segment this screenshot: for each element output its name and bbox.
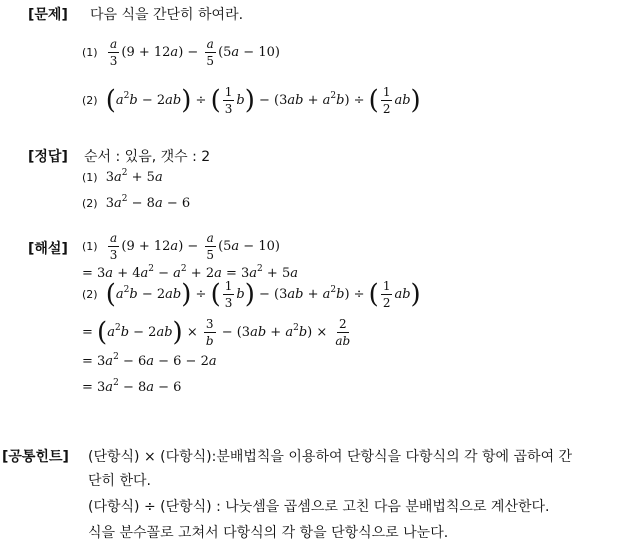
- item-number: (2): [82, 197, 98, 210]
- hint-line-2: 단히 한다.: [88, 473, 151, 489]
- fraction: $\frac{3}{b}$: [205, 317, 214, 348]
- fraction: $\frac{a}{5}$: [206, 231, 215, 262]
- solution-step-5: = $3a^2 - 6a - 6 - 2a$: [82, 352, 217, 369]
- fraction: $\frac{1}{3}$: [224, 85, 233, 116]
- solution-step-1: (1) $\frac{a}{3}$ (9 + 12a) − $\frac{a}{5}$ (5a − 10): [82, 231, 280, 262]
- fraction: $\frac{a}{3}$: [109, 37, 118, 68]
- answer-item-1: (1) $3a^2 + 5a$: [82, 168, 163, 185]
- answer-summary: 순서 : 있음, 갯수 : 2: [84, 149, 211, 165]
- item-number: (2): [82, 288, 98, 301]
- solution-step-4: = $(a^2b - 2ab)$ × $\frac{3}{b}$ − $(3ab + a^2b)$ × $\frac{2}{ab}$: [82, 317, 351, 348]
- hint-line-4: 식을 분수꼴로 고쳐서 다항식의 각 항을 단항식으로 나눈다.: [88, 525, 449, 541]
- problem-instruction: 다음 식을 간단히 하여라.: [90, 7, 244, 23]
- solution-step-2: = $3a + 4a^2 - a^2 + 2a = 3a^2 + 5a$: [82, 264, 298, 281]
- solution-step-6: = $3a^2 - 8a - 6$: [82, 378, 182, 395]
- fraction: $\frac{a}{3}$: [109, 231, 118, 262]
- answer-item-2: (2) $3a^2 - 8a - 6$: [82, 194, 191, 211]
- item-number: (2): [82, 94, 98, 107]
- fraction: $\frac{1}{2}$: [382, 85, 391, 116]
- fraction: $\frac{a}{5}$: [206, 37, 215, 68]
- problem-item-2: (2) $(a^2b - 2ab)$ ÷ ( $\frac{1}{3}$ $b) - (3ab + a^2b)$ ÷ ( $\frac{1}{2}$ ab): [82, 85, 421, 116]
- item-number: (1): [82, 46, 98, 59]
- hint-line-3: (다항식) ÷ (단항식) : 나눗셈을 곱셈으로 고친 다음 분배법칙으로 계산한다.: [88, 499, 550, 515]
- problem-label: [문제]: [28, 7, 68, 23]
- item-number: (1): [82, 240, 98, 253]
- answer-label: [정답]: [28, 149, 68, 165]
- solution-label: [해설]: [28, 241, 68, 257]
- problem-item-1: (1) $\frac{a}{3}$ (9 + 12a) − $\frac{a}{5}$ (5a − 10): [82, 37, 280, 68]
- hint-line-1: (단항식) × (다항식):분배법칙을 이용하여 단항식을 다항식의 각 항에 곱하여 간: [88, 449, 573, 465]
- item-number: (1): [82, 171, 98, 184]
- fraction: $\frac{1}{3}$: [224, 279, 233, 310]
- fraction: $\frac{2}{ab}$: [335, 317, 351, 348]
- hint-label: [공통힌트]: [2, 449, 69, 465]
- fraction: $\frac{1}{2}$: [382, 279, 391, 310]
- solution-step-3: (2) $(a^2b - 2ab)$ ÷ ( $\frac{1}{3}$ $b) - (3ab + a^2b)$ ÷ ( $\frac{1}{2}$ ab): [82, 279, 421, 310]
